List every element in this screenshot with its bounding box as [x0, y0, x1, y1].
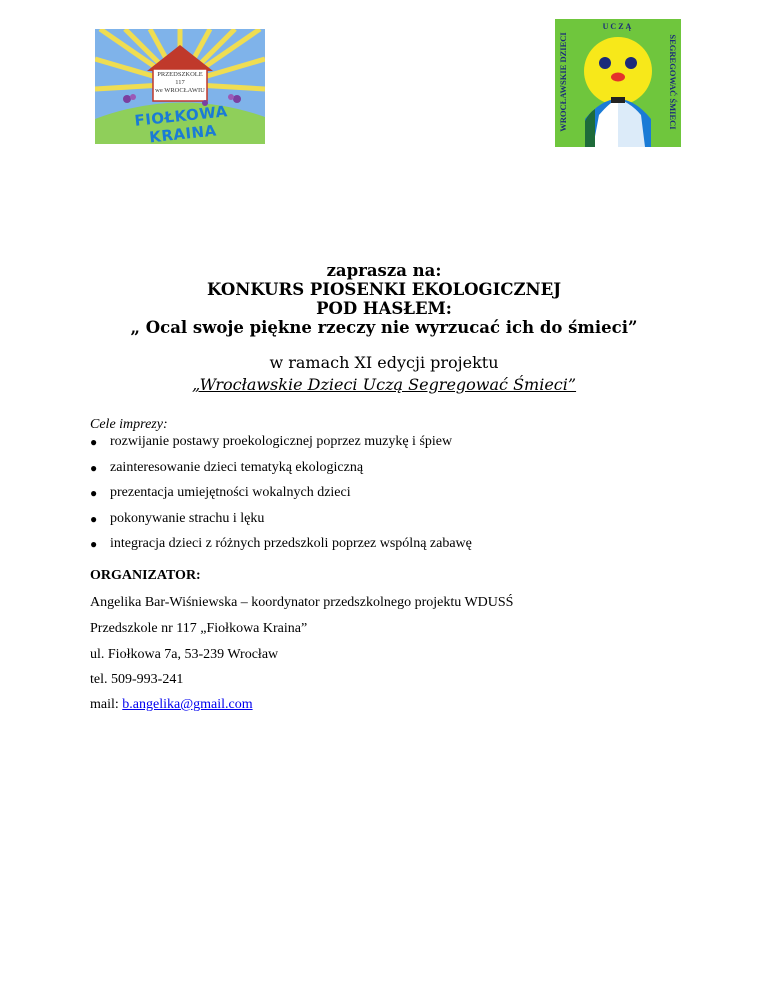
invite-line: zaprasza na: — [326, 261, 442, 280]
kindergarten-city: we WROCŁAWIU — [155, 87, 205, 94]
logo-left-text: WROCŁAWSKIE DZIECI — [558, 32, 568, 132]
project-logo-graphic — [555, 19, 681, 147]
logo-right-text: SEGREGOWAĆ ŚMIECI — [668, 34, 678, 130]
goals-label: Cele imprezy: — [90, 417, 168, 432]
organizer-title: ORGANIZATOR: — [90, 568, 201, 583]
goal-text: rozwijanie postawy proekologicznej poprzez muzykę i śpiew — [110, 434, 453, 449]
organizer-address: ul. Fiołkowa 7a, 53-239 Wrocław — [90, 647, 279, 662]
kindergarten-number: 117 — [175, 79, 185, 86]
organizer-phone: tel. 509-993-241 — [90, 672, 184, 687]
list-item — [90, 511, 472, 537]
project-logo — [555, 19, 681, 147]
organizer-person: Angelika Bar-Wiśniewska – koordynator przedszkolnego projektu WDUSŚ — [90, 595, 514, 610]
project-name-wrap — [0, 375, 768, 395]
mail-label: mail: — [90, 697, 119, 712]
list-item — [90, 536, 472, 562]
project-intro: w ramach XI edycji projektu — [269, 353, 499, 372]
organizer-school: Przedszkole nr 117 „Fiołkowa Kraina” — [90, 621, 308, 636]
organizer-mail — [90, 697, 253, 713]
project-name: „Wrocławskie Dzieci Uczą Segregować Śmieci” — [191, 375, 577, 394]
list-item — [90, 485, 472, 511]
bullet-icon: ● — [90, 537, 98, 551]
list-item — [90, 460, 472, 486]
goal-text: pokonywanie strachu i lęku — [110, 510, 265, 526]
kindergarten-name-line: PRZEDSZKOLE — [157, 71, 203, 78]
slogan-label: POD HASŁEM: — [316, 299, 452, 318]
kindergarten-name — [153, 71, 207, 95]
goals-list — [90, 434, 472, 562]
goal-text: integracja dzieci z różnych przedszkoli poprzez wspólną zabawę — [110, 536, 472, 551]
email-link[interactable]: b.angelika@gmail.com — [122, 697, 253, 712]
list-item — [90, 434, 472, 460]
bullet-icon: ● — [90, 435, 98, 449]
goal-text: zainteresowanie dzieci tematyką ekologiczną — [110, 459, 364, 475]
slogan: „ Ocal swoje piękne rzeczy nie wyrzucać ich do śmieci” — [130, 318, 638, 337]
contest-title: KONKURS PIOSENKI EKOLOGICZNEJ — [206, 280, 562, 299]
logo-top-text: UCZĄ — [602, 22, 634, 31]
goal-text: prezentacja umiejętności wokalnych dzieci — [110, 485, 351, 500]
bullet-icon: ● — [90, 460, 98, 475]
bullet-icon: ● — [90, 511, 98, 526]
kindergarten-logo — [95, 29, 265, 147]
bullet-icon: ● — [90, 486, 98, 500]
brand-name: FIOŁKOWA KRAINA — [133, 102, 229, 147]
